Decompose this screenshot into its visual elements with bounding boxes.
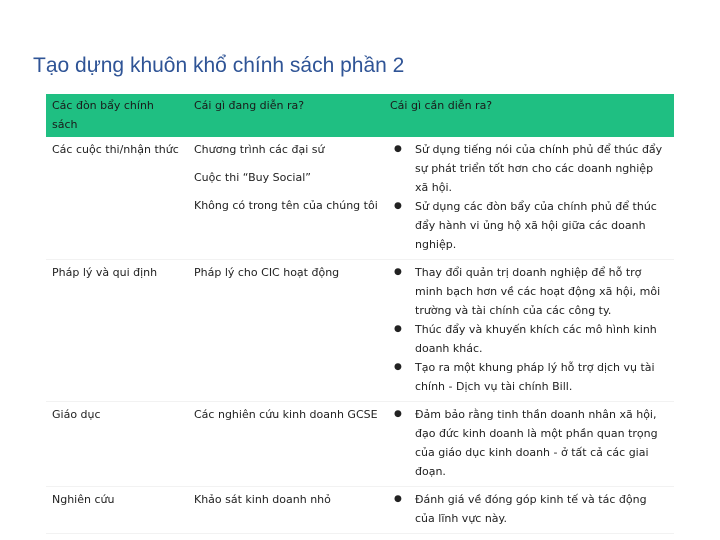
page-title: Tạo dựng khuôn khổ chính sách phần 2 [33,54,405,77]
needed-text: Đảm bảo rằng tinh thần doanh nhân xã hội, đạo đức kinh doanh là một phần quan trọng của giáo dục kinh doanh - ở tất cả các giai đoạn. [415,408,658,478]
bullet-dot-icon: ● [394,267,402,277]
needed-text: Thay đổi quản trị doanh nghiệp để hỗ trợ minh bạch hơn về các hoạt động xã hội, môi trường và tài chính của các công ty. [415,266,661,317]
table-row [46,260,674,402]
table-row [46,402,674,487]
needed-text: Sử dụng tiếng nói của chính phủ để thúc đẩy sự phát triển tốt hơn cho các doanh nghiệp xã hội. [415,143,663,194]
needed-cell [384,402,674,487]
header-happening: Cái gì đang diễn ra? [188,94,384,137]
table-header [46,94,674,137]
happening-item: Không có trong tên của chúng tôi [194,199,378,212]
needed-cell [384,137,674,260]
needed-item [390,358,668,396]
lever-cell: Pháp lý và qui định [46,260,188,402]
happening-cell [188,260,384,402]
needed-item [390,405,668,481]
table-row [46,137,674,260]
lever-cell: Các cuộc thi/nhận thức [46,137,188,260]
header-row [46,94,674,137]
needed-text: Tạo ra một khung pháp lý hỗ trợ dịch vụ tài chính - Dịch vụ tài chính Bill. [415,361,655,393]
lever-cell: Nghiên cứu [46,487,188,534]
bullet-dot-icon: ● [394,494,402,504]
bullet-dot-icon: ● [394,144,402,154]
table-row [46,487,674,534]
happening-item: Các nghiên cứu kinh doanh GCSE [194,408,378,421]
bullet-dot-icon: ● [394,324,402,334]
needed-cell [384,260,674,402]
header-needed: Cái gì cần diễn ra? [384,94,674,137]
bullet-dot-icon: ● [394,201,402,211]
policy-table [46,94,674,534]
header-levers: Các đòn bẩy chính sách [46,94,188,137]
happening-item: Cuộc thi “Buy Social” [194,171,311,184]
needed-text: Thúc đẩy và khuyến khích các mô hình kinh doanh khác. [415,323,657,355]
needed-cell [384,487,674,534]
bullet-dot-icon: ● [394,409,402,419]
happening-item: Pháp lý cho CIC hoạt động [194,266,340,279]
needed-text: Đánh giá về đóng góp kinh tế và tác động của lĩnh vực này. [415,493,647,525]
bullet-dot-icon: ● [394,362,402,372]
happening-cell [188,137,384,260]
needed-item [390,263,668,320]
happening-cell [188,487,384,534]
needed-item [390,320,668,358]
happening-item: Chương trình các đại sứ [194,143,325,156]
needed-list [390,490,668,528]
happening-item: Khảo sát kinh doanh nhỏ [194,493,331,506]
needed-item [390,197,668,254]
needed-item [390,140,668,197]
needed-text: Sử dụng các đòn bẩy của chính phủ để thúc đẩy hành vi ủng hộ xã hội giữa các doanh nghiệp. [415,200,657,251]
needed-item [390,490,668,528]
happening-cell [188,402,384,487]
needed-list [390,140,668,254]
lever-cell: Giáo dục [46,402,188,487]
needed-list [390,263,668,396]
needed-list [390,405,668,481]
